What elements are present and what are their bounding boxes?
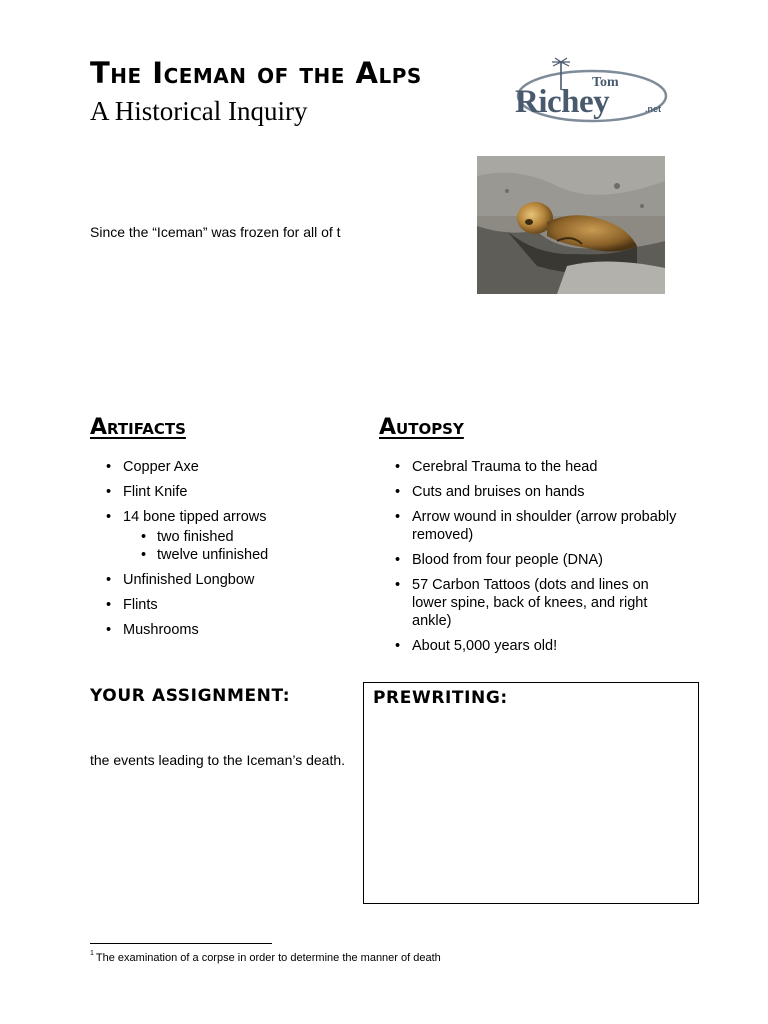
- iceman-photo: [477, 156, 665, 294]
- footnote-marker: 1: [90, 950, 94, 957]
- arrows-sublist: [123, 528, 350, 564]
- intro-text: Since the “Iceman” was frozen for all of t: [90, 224, 341, 240]
- logo-suffix: .net: [645, 104, 662, 114]
- prewriting-heading: PREWRITING:: [373, 688, 508, 708]
- prewriting-box: [363, 682, 699, 904]
- page-subtitle: A Historical Inquiry: [90, 96, 308, 126]
- list-item: [90, 508, 350, 564]
- list-item: • Arrow wound in shoulder (arrow probably removed): [379, 508, 679, 544]
- sub-list-item: • two finished: [123, 528, 350, 546]
- autopsy-heading: Autopsy: [379, 415, 464, 440]
- logo-main-word: Richey: [515, 84, 610, 120]
- assignment-text: the events leading to the Iceman’s death.: [90, 752, 346, 768]
- list-item-text: 14 bone tipped arrows: [123, 509, 267, 525]
- list-item: • Copper Axe: [90, 458, 350, 476]
- list-item: • Blood from four people (DNA): [379, 551, 679, 569]
- autopsy-list: [379, 458, 679, 655]
- footnote-divider: [90, 943, 272, 944]
- list-item: • Cerebral Trauma to the head: [379, 458, 679, 476]
- list-item: • Unfinished Longbow: [90, 571, 350, 589]
- list-item: • Flint Knife: [90, 483, 350, 501]
- page-title: The Iceman of the Alps: [90, 56, 422, 90]
- list-item: • 57 Carbon Tattoos (dots and lines on lower spine, back of knees, and right ankle): [379, 576, 679, 630]
- artifacts-heading: Artifacts: [90, 415, 186, 440]
- logo-graphic: [512, 56, 672, 126]
- list-item: • Cuts and bruises on hands: [379, 483, 679, 501]
- list-item: • Mushrooms: [90, 621, 350, 639]
- footnote: [90, 952, 441, 964]
- artifacts-section: [90, 458, 350, 646]
- artifacts-list: [90, 458, 350, 639]
- sub-list-item: • twelve unfinished: [123, 546, 350, 564]
- list-item: • Flints: [90, 596, 350, 614]
- list-item: • About 5,000 years old!: [379, 637, 679, 655]
- logo-top-word: Tom: [592, 75, 619, 90]
- assignment-heading: YOUR ASSIGNMENT:: [90, 686, 291, 706]
- footnote-text: The examination of a corpse in order to determine the manner of death: [95, 952, 441, 964]
- tom-richey-logo: [512, 56, 672, 126]
- autopsy-section: [379, 458, 679, 662]
